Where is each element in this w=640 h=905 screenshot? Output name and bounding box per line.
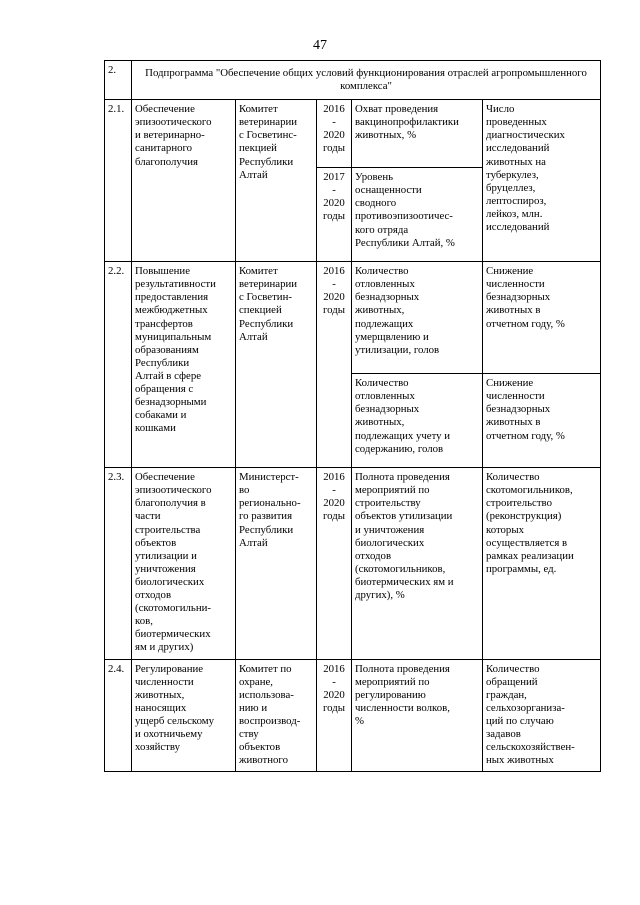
indicator-cell: Полнота проведения мероприятий по строительству объектов утилизации и уничтожения биологических отходов (скотомогильников, биотермических ям и других), % [352,468,483,659]
row-number: 2.4. [105,659,132,772]
section-header-row [105,61,601,100]
period-cell: 2017 - 2020 годы [317,168,352,262]
indicator-cell: Полнота проведения мероприятий по регулированию численности волков, % [352,659,483,772]
indicator-cell: Уровень оснащенности сводного противоэпизоотичес- кого отряда Республики Алтай, % [352,168,483,262]
section-title: Подпрограмма "Обеспечение общих условий функционирования отраслей агропромышленного комплекса" [132,61,601,100]
page-number: 47 [313,38,327,53]
period-cell: 2016 - 2020 годы [317,262,352,468]
measure-cell: Обеспечение эпизоотического и ветеринарно- санитарного благополучия [132,100,236,262]
indicator-cell: Количество отловленных безнадзорных животных, подлежащих умерщвлению и утилизации, голов [352,262,483,374]
result-cell: Снижение численности безнадзорных животных в отчетном году, % [483,262,601,374]
measure-cell: Повышение результативности предоставления межбюджетных трансфертов муниципальным образованиям Республики Алтай в сфере обращения с безнадзорными собаками и кошками [132,262,236,468]
period-cell: 2016 - 2020 годы [317,659,352,772]
measure-cell: Регулирование численности животных, наносящих ущерб сельскому и охотничьему хозяйству [132,659,236,772]
table-row [105,468,601,659]
result-cell: Количество скотомогильников, строительство (реконструкция) которых осуществляется в рамках реализации программы, ед. [483,468,601,659]
indicator-cell: Охват проведения вакцинопрофилактики животных, % [352,100,483,168]
program-table [104,60,601,772]
result-cell: Снижение численности безнадзорных животных в отчетном году, % [483,374,601,468]
row-number: 2.1. [105,100,132,262]
result-cell: Число проведенных диагностических исследований животных на туберкулез, бруцеллез, лептоспироз, лейкоз, млн. исследований [483,100,601,262]
result-cell: Количество обращений граждан, сельхозорганиза- ций по случаю задавов сельскохозяйствен- ных животных [483,659,601,772]
row-number: 2.3. [105,468,132,659]
table-row [105,100,601,168]
executor-cell: Министерст- во регионально- го развития Республики Алтай [236,468,317,659]
period-cell: 2016 - 2020 годы [317,100,352,168]
indicator-cell: Количество отловленных безнадзорных животных, подлежащих учету и содержанию, голов [352,374,483,468]
row-number: 2.2. [105,262,132,468]
section-number: 2. [105,61,132,100]
executor-cell: Комитет ветеринарии с Госветин- спекцией Республики Алтай [236,262,317,468]
table-row [105,262,601,374]
measure-cell: Обеспечение эпизоотического благополучия в части строительства объектов утилизации и уничтожения биологических отходов (скотомогильни- ков, биотермических ям и других) [132,468,236,659]
table-row [105,659,601,772]
executor-cell: Комитет ветеринарии с Госветинс- пекцией Республики Алтай [236,100,317,262]
period-cell: 2016 - 2020 годы [317,468,352,659]
executor-cell: Комитет по охране, использова- нию и воспроизвод- ству объектов животного [236,659,317,772]
